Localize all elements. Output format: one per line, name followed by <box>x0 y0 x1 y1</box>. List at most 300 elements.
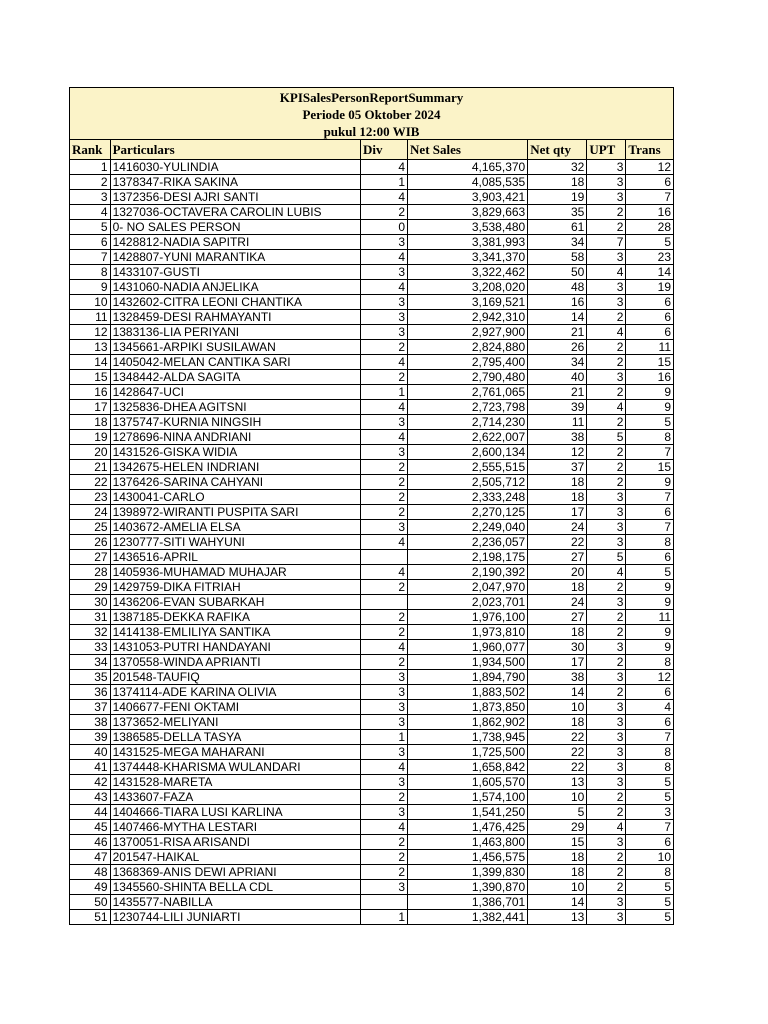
table-row <box>70 415 673 430</box>
rank-cell: 9 <box>70 280 110 295</box>
trans-cell: 14 <box>626 265 673 280</box>
upt-cell: 3 <box>587 535 626 550</box>
table-row <box>70 400 673 415</box>
div-cell: 3 <box>360 310 407 325</box>
trans-cell: 6 <box>626 685 673 700</box>
upt-cell: 2 <box>587 355 626 370</box>
trans-cell: 8 <box>626 535 673 550</box>
upt-cell: 3 <box>587 760 626 775</box>
rank-cell: 6 <box>70 235 110 250</box>
table-row <box>70 505 673 520</box>
net-sales-cell: 2,622,007 <box>408 430 528 445</box>
rank-cell: 41 <box>70 760 110 775</box>
particulars-cell: 1436516-APRIL <box>110 550 360 565</box>
trans-cell: 5 <box>626 415 673 430</box>
trans-cell: 16 <box>626 370 673 385</box>
div-cell: 1 <box>360 175 407 190</box>
net-sales-cell: 1,463,800 <box>408 835 528 850</box>
upt-cell: 3 <box>587 640 626 655</box>
net-sales-cell: 2,600,134 <box>408 445 528 460</box>
trans-cell: 3 <box>626 805 673 820</box>
particulars-cell: 1432602-CITRA LEONI CHANTIKA <box>110 295 360 310</box>
upt-cell: 3 <box>587 175 626 190</box>
rank-cell: 33 <box>70 640 110 655</box>
trans-cell: 7 <box>626 820 673 835</box>
net-sales-cell: 3,903,421 <box>408 190 528 205</box>
div-cell: 2 <box>360 505 407 520</box>
particulars-cell: 1431060-NADIA ANJELIKA <box>110 280 360 295</box>
net-sales-cell: 3,322,462 <box>408 265 528 280</box>
net-sales-cell: 3,381,993 <box>408 235 528 250</box>
table-row <box>70 445 673 460</box>
trans-cell: 8 <box>626 430 673 445</box>
upt-cell: 4 <box>587 400 626 415</box>
rank-cell: 28 <box>70 565 110 580</box>
net-sales-cell: 1,960,077 <box>408 640 528 655</box>
rank-cell: 19 <box>70 430 110 445</box>
div-cell: 4 <box>360 820 407 835</box>
trans-cell: 5 <box>664 910 671 924</box>
net-qty-cell: 18 <box>528 475 587 490</box>
trans-cell: 6 <box>626 505 673 520</box>
net-sales-cell: 2,198,175 <box>408 550 528 565</box>
net-qty-cell: 17 <box>528 505 587 520</box>
upt-cell: 3 <box>587 895 626 910</box>
net-sales-cell: 1,390,870 <box>408 880 528 895</box>
particulars-cell: 1436206-EVAN SUBARKAH <box>110 595 360 610</box>
net-qty-cell: 24 <box>528 595 587 610</box>
particulars-cell: 1374448-KHARISMA WULANDARI <box>110 760 360 775</box>
div-cell: 0 <box>360 220 407 235</box>
net-sales-cell: 2,790,480 <box>408 370 528 385</box>
table-row <box>70 175 673 190</box>
div-cell: 4 <box>360 250 407 265</box>
rank-cell: 31 <box>70 610 110 625</box>
net-sales-cell: 1,456,575 <box>408 850 528 865</box>
table-row <box>70 550 673 565</box>
rank-cell: 17 <box>70 400 110 415</box>
net-qty-cell: 10 <box>528 700 587 715</box>
div-cell: 2 <box>360 865 407 880</box>
net-qty-cell: 35 <box>528 205 587 220</box>
trans-cell: 15 <box>626 355 673 370</box>
trans-cell: 6 <box>626 325 673 340</box>
net-sales-cell: 2,714,230 <box>408 415 528 430</box>
rank-cell: 48 <box>70 865 110 880</box>
rank-cell: 32 <box>70 625 110 640</box>
table-row <box>70 280 673 295</box>
report-header <box>70 88 673 140</box>
particulars-cell: 1383136-LIA PERIYANI <box>110 325 360 340</box>
net-sales-cell: 3,829,663 <box>408 205 528 220</box>
rank-cell: 23 <box>70 490 110 505</box>
table-row <box>70 265 673 280</box>
particulars-cell: 1405042-MELAN CANTIKA SARI <box>110 355 360 370</box>
net-qty-cell: 18 <box>528 580 587 595</box>
upt-cell: 2 <box>587 310 626 325</box>
div-cell: 1 <box>360 730 407 745</box>
particulars-cell: 1414138-EMLILIYA SANTIKA <box>110 625 360 640</box>
particulars-cell: 1230744-LILI JUNIARTI <box>110 910 360 925</box>
table-row <box>70 625 673 640</box>
div-cell: 3 <box>360 265 407 280</box>
rank-cell: 7 <box>70 250 110 265</box>
trans-cell: 9 <box>626 625 673 640</box>
col-header-trans: Trans <box>626 140 673 160</box>
report-time: pukul 12:00 WIB <box>323 124 420 139</box>
upt-cell: 2 <box>587 415 626 430</box>
trans-cell: 10 <box>626 850 673 865</box>
rank-cell: 43 <box>70 790 110 805</box>
particulars-cell: 1431053-PUTRI HANDAYANI <box>110 640 360 655</box>
particulars-cell: 1370051-RISA ARISANDI <box>110 835 360 850</box>
upt-cell: 3 <box>587 370 626 385</box>
trans-cell: 7 <box>626 445 673 460</box>
rank-cell: 27 <box>70 550 110 565</box>
col-header-net-sales: Net Sales <box>408 140 528 160</box>
div-cell: 3 <box>360 805 407 820</box>
net-sales-cell: 1,382,441 <box>408 910 528 925</box>
net-sales-cell: 2,927,900 <box>408 325 528 340</box>
div-cell: 2 <box>360 460 407 475</box>
upt-cell: 3 <box>587 670 626 685</box>
rank-cell: 39 <box>70 730 110 745</box>
net-sales-cell: 2,270,125 <box>408 505 528 520</box>
rank-cell: 29 <box>70 580 110 595</box>
upt-cell: 3 <box>587 730 626 745</box>
rank-cell: 20 <box>70 445 110 460</box>
trans-cell: 9 <box>626 595 673 610</box>
div-cell: 2 <box>360 835 407 850</box>
table-row <box>70 865 673 880</box>
trans-cell: 9 <box>626 385 673 400</box>
particulars-cell: 1328459-DESI RAHMAYANTI <box>110 310 360 325</box>
table-row <box>70 700 673 715</box>
net-qty-cell: 61 <box>528 220 587 235</box>
upt-cell: 3 <box>587 700 626 715</box>
table-row <box>70 355 673 370</box>
table-row <box>70 820 673 835</box>
net-qty-cell: 20 <box>528 565 587 580</box>
trans-cell: 23 <box>626 250 673 265</box>
rank-cell: 46 <box>70 835 110 850</box>
table-body <box>70 160 673 925</box>
table-row <box>70 160 673 175</box>
net-qty-cell: 15 <box>528 835 587 850</box>
rank-cell: 25 <box>70 520 110 535</box>
table-row <box>70 580 673 595</box>
upt-cell: 2 <box>587 385 626 400</box>
net-qty-cell: 22 <box>528 745 587 760</box>
net-qty-cell: 16 <box>528 295 587 310</box>
table-row <box>70 760 673 775</box>
table-row <box>70 655 673 670</box>
particulars-cell: 1431528-MARETA <box>110 775 360 790</box>
particulars-cell: 1430041-CARLO <box>110 490 360 505</box>
net-sales-cell: 1,738,945 <box>408 730 528 745</box>
net-qty-cell: 37 <box>528 460 587 475</box>
particulars-cell: 1431525-MEGA MAHARANI <box>110 745 360 760</box>
net-qty-cell: 24 <box>528 520 587 535</box>
trans-cell: 7 <box>626 730 673 745</box>
rank-cell: 44 <box>70 805 110 820</box>
trans-cell: 8 <box>626 865 673 880</box>
table-row <box>70 850 673 865</box>
net-sales-cell: 2,023,701 <box>408 595 528 610</box>
net-sales-cell: 1,386,701 <box>408 895 528 910</box>
net-sales-cell: 2,047,970 <box>408 580 528 595</box>
rank-cell: 26 <box>70 535 110 550</box>
particulars-cell: 1428647-UCI <box>110 385 360 400</box>
net-sales-cell: 2,190,392 <box>408 565 528 580</box>
trans-cell: 5 <box>626 790 673 805</box>
table-row <box>70 835 673 850</box>
upt-cell: 3 <box>587 190 626 205</box>
rank-cell: 18 <box>70 415 110 430</box>
trans-cell: 5 <box>626 895 673 910</box>
trans-cell: 28 <box>626 220 673 235</box>
net-qty-cell: 38 <box>528 430 587 445</box>
div-cell: 3 <box>360 700 407 715</box>
upt-cell: 4 <box>587 265 626 280</box>
rank-cell: 21 <box>70 460 110 475</box>
div-cell: 3 <box>360 445 407 460</box>
particulars-cell: 1405936-MUHAMAD MUHAJAR <box>110 565 360 580</box>
rank-cell: 5 <box>70 220 110 235</box>
trans-cell: 5 <box>626 775 673 790</box>
table-row <box>70 310 673 325</box>
table-row <box>70 235 673 250</box>
div-cell: 2 <box>360 475 407 490</box>
table-row <box>70 205 673 220</box>
particulars-cell: 1429759-DIKA FITRIAH <box>110 580 360 595</box>
col-header-particulars: Particulars <box>110 140 360 160</box>
table-row <box>70 325 673 340</box>
net-qty-cell: 21 <box>528 325 587 340</box>
net-qty-cell: 11 <box>528 415 587 430</box>
table-row <box>70 670 673 685</box>
net-qty-cell: 27 <box>528 550 587 565</box>
table-row <box>70 220 673 235</box>
table-row <box>70 535 673 550</box>
net-qty-cell: 38 <box>528 670 587 685</box>
trans-cell: 5 <box>626 565 673 580</box>
net-qty-cell: 58 <box>528 250 587 265</box>
net-qty-cell: 22 <box>528 760 587 775</box>
rank-cell: 8 <box>70 265 110 280</box>
net-sales-cell: 1,873,850 <box>408 700 528 715</box>
net-qty-cell: 14 <box>528 685 587 700</box>
div-cell: 3 <box>360 685 407 700</box>
rank-cell: 15 <box>70 370 110 385</box>
upt-cell: 2 <box>587 475 626 490</box>
table-row <box>70 610 673 625</box>
net-qty-cell: 17 <box>528 655 587 670</box>
div-cell: 2 <box>360 790 407 805</box>
upt-cell: 4 <box>587 820 626 835</box>
div-cell: 3 <box>360 415 407 430</box>
table-row <box>70 190 673 205</box>
upt-cell: 2 <box>587 625 626 640</box>
rank-cell: 24 <box>70 505 110 520</box>
net-qty-cell: 50 <box>528 265 587 280</box>
table-row <box>70 715 673 730</box>
trans-cell: 8 <box>626 760 673 775</box>
div-cell: 3 <box>360 325 407 340</box>
trans-cell: 6 <box>626 175 673 190</box>
table-row <box>70 460 673 475</box>
trans-cell: 7 <box>626 490 673 505</box>
table-row <box>70 730 673 745</box>
div-cell: 1 <box>360 385 407 400</box>
table-row <box>70 745 673 760</box>
rank-cell: 4 <box>70 205 110 220</box>
div-cell: 2 <box>360 625 407 640</box>
particulars-cell: 1398972-WIRANTI PUSPITA SARI <box>110 505 360 520</box>
col-header-upt: UPT <box>587 140 626 160</box>
trans-cell: 5 <box>626 880 673 895</box>
trans-cell: 9 <box>626 475 673 490</box>
net-sales-cell: 2,942,310 <box>408 310 528 325</box>
particulars-cell: 1403672-AMELIA ELSA <box>110 520 360 535</box>
rank-cell: 36 <box>70 685 110 700</box>
net-qty-cell: 22 <box>528 535 587 550</box>
div-cell: 2 <box>360 850 407 865</box>
trans-cell: 12 <box>626 160 673 175</box>
report-title: KPISalesPersonReportSummary <box>279 90 464 105</box>
trans-cell: 12 <box>626 670 673 685</box>
particulars-cell: 1348442-ALDA SAGITA <box>110 370 360 385</box>
net-qty-cell: 12 <box>528 445 587 460</box>
trans-cell: 6 <box>626 550 673 565</box>
trans-cell: 7 <box>626 190 673 205</box>
net-qty-cell: 5 <box>528 805 587 820</box>
particulars-cell: 1416030-YULINDIA <box>110 160 360 175</box>
rank-cell: 14 <box>70 355 110 370</box>
rank-cell: 45 <box>70 820 110 835</box>
rank-cell: 50 <box>70 895 110 910</box>
net-sales-cell: 2,333,248 <box>408 490 528 505</box>
net-qty-cell: 26 <box>528 340 587 355</box>
trans-cell: 9 <box>626 580 673 595</box>
div-cell: 2 <box>360 370 407 385</box>
net-sales-cell: 4,085,535 <box>408 175 528 190</box>
div-cell: 4 <box>360 565 407 580</box>
div-cell: 2 <box>360 205 407 220</box>
net-qty-cell: 14 <box>528 310 587 325</box>
net-qty-cell: 40 <box>528 370 587 385</box>
net-sales-cell: 3,538,480 <box>408 220 528 235</box>
net-qty-cell: 22 <box>528 730 587 745</box>
net-qty-cell: 19 <box>528 190 587 205</box>
div-cell: 3 <box>360 520 407 535</box>
col-header-net-qty: Net qty <box>528 140 587 160</box>
net-sales-cell: 1,976,100 <box>408 610 528 625</box>
table-row <box>70 370 673 385</box>
particulars-cell: 1372356-DESI AJRI SANTI <box>110 190 360 205</box>
div-cell: 2 <box>360 610 407 625</box>
net-sales-cell: 1,973,810 <box>408 625 528 640</box>
col-header-rank: Rank <box>70 140 110 160</box>
table-row <box>70 250 673 265</box>
net-qty-cell: 18 <box>528 490 587 505</box>
net-sales-cell: 2,505,712 <box>408 475 528 490</box>
upt-cell: 2 <box>587 580 626 595</box>
div-cell: 2 <box>360 340 407 355</box>
particulars-cell: 1368369-ANIS DEWI APRIANI <box>110 865 360 880</box>
trans-cell: 5 <box>626 235 673 250</box>
net-sales-cell: 4,165,370 <box>408 160 528 175</box>
net-sales-cell: 1,934,500 <box>408 655 528 670</box>
trans-cell: 8 <box>626 745 673 760</box>
net-qty-cell: 13 <box>528 910 587 925</box>
particulars-cell: 0- NO SALES PERSON <box>110 220 360 235</box>
net-qty-cell: 30 <box>528 640 587 655</box>
net-sales-cell: 1,476,425 <box>408 820 528 835</box>
rank-cell: 35 <box>70 670 110 685</box>
particulars-cell: 1376426-SARINA CAHYANI <box>110 475 360 490</box>
particulars-cell: 1428807-YUNI MARANTIKA <box>110 250 360 265</box>
div-cell: 4 <box>360 280 407 295</box>
table-row <box>70 880 673 895</box>
rank-cell: 38 <box>70 715 110 730</box>
net-sales-cell: 1,399,830 <box>408 865 528 880</box>
upt-cell: 3 <box>587 280 626 295</box>
trans-cell: 6 <box>626 715 673 730</box>
table-row <box>70 895 673 910</box>
particulars-cell: 1435577-NABILLA <box>110 895 360 910</box>
div-cell: 3 <box>360 745 407 760</box>
table-row <box>70 805 673 820</box>
div-cell <box>360 895 407 910</box>
trans-cell: 4 <box>626 700 673 715</box>
table-row <box>70 340 673 355</box>
net-sales-cell: 3,341,370 <box>408 250 528 265</box>
rank-cell: 12 <box>70 325 110 340</box>
trans-cell: 6 <box>626 310 673 325</box>
div-cell: 3 <box>360 235 407 250</box>
div-cell: 3 <box>360 295 407 310</box>
rank-cell: 2 <box>70 175 110 190</box>
sales-table <box>70 140 673 924</box>
upt-cell: 2 <box>587 610 626 625</box>
table-row <box>70 910 673 925</box>
net-qty-cell: 34 <box>528 355 587 370</box>
div-cell: 1 <box>360 910 407 925</box>
rank-cell: 42 <box>70 775 110 790</box>
upt-cell: 3 <box>587 595 626 610</box>
rank-cell: 34 <box>70 655 110 670</box>
particulars-cell: 1386585-DELLA TASYA <box>110 730 360 745</box>
div-cell: 4 <box>360 640 407 655</box>
particulars-cell: 1230777-SITI WAHYUNI <box>110 535 360 550</box>
table-header-row <box>70 140 673 160</box>
div-cell: 3 <box>360 670 407 685</box>
net-sales-cell: 2,795,400 <box>408 355 528 370</box>
div-cell: 3 <box>360 880 407 895</box>
net-sales-cell: 2,555,515 <box>408 460 528 475</box>
report-period: Periode 05 Oktober 2024 <box>302 107 441 122</box>
rank-cell: 3 <box>70 190 110 205</box>
upt-cell: 2 <box>587 790 626 805</box>
trans-cell: 19 <box>626 280 673 295</box>
div-cell <box>360 595 407 610</box>
net-qty-cell: 18 <box>528 715 587 730</box>
particulars-cell: 1325836-DHEA AGITSNI <box>110 400 360 415</box>
upt-cell: 3 <box>587 715 626 730</box>
net-sales-cell: 2,723,798 <box>408 400 528 415</box>
net-qty-cell: 14 <box>528 895 587 910</box>
